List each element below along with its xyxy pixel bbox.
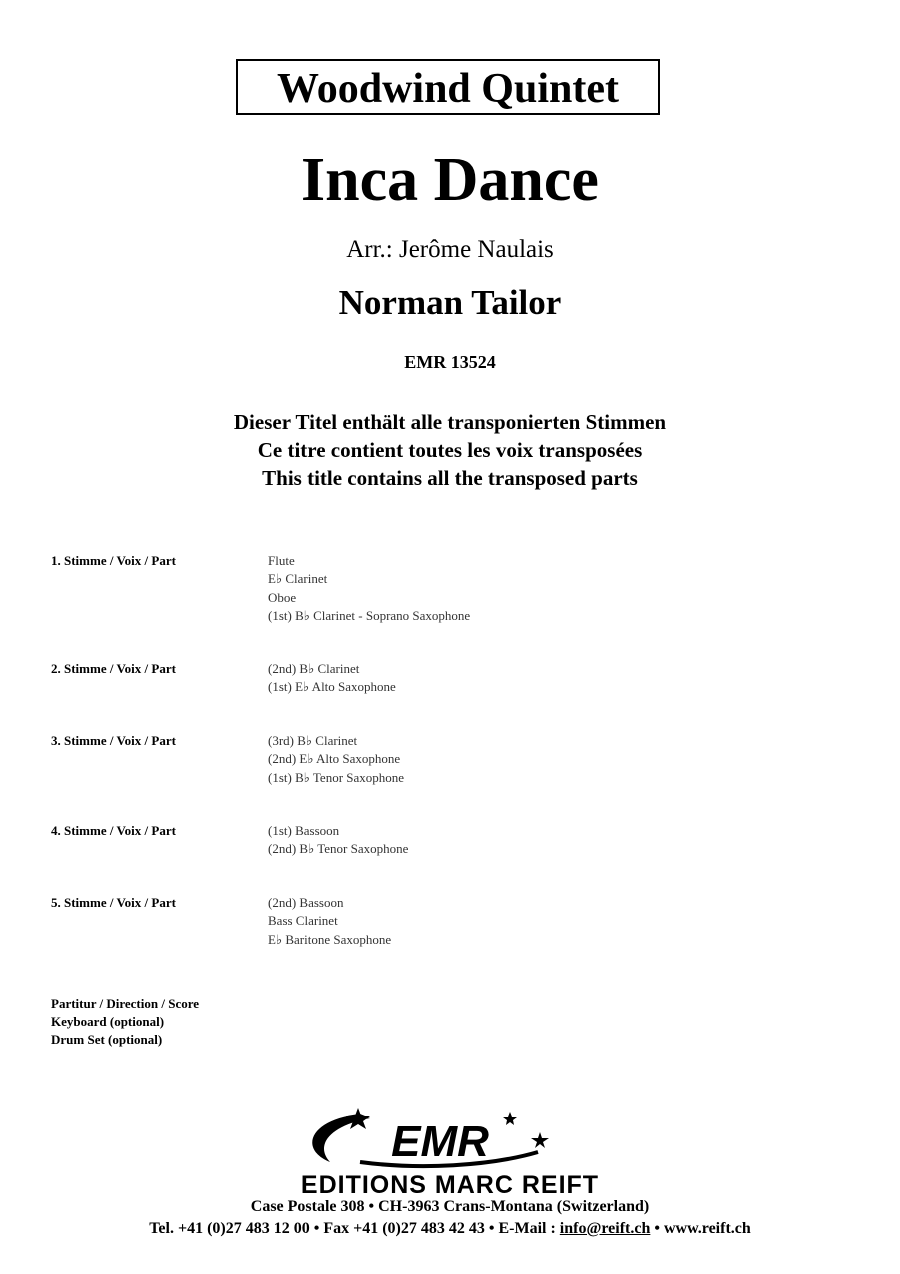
email-link[interactable]: info@reift.ch — [559, 1220, 651, 1237]
publisher-address: Case Postale 308 • CH-3963 Crans-Montana (Switzerland) — [250, 1198, 650, 1215]
category-box: Woodwind Quintet — [236, 59, 660, 115]
part-instruments — [268, 822, 768, 859]
instrument-item: Bass Clarinet — [268, 913, 338, 929]
instrument-item: (2nd) E♭ Alto Saxophone — [268, 751, 401, 767]
part-label: 4. Stimme / Voix / Part — [51, 823, 176, 838]
instrument-item: (1st) B♭ Clarinet - Soprano Saxophone — [268, 608, 471, 624]
instrument-item: (2nd) B♭ Clarinet — [268, 661, 360, 676]
logo-text: EMR — [391, 1117, 489, 1166]
extra-score: Partitur / Direction / Score — [51, 996, 200, 1011]
arranger: Arr.: Jerôme Naulais — [346, 236, 554, 263]
catalog-number: EMR 13524 — [404, 352, 496, 372]
part-instruments — [268, 894, 768, 949]
instrument-item: (1st) Bassoon — [268, 823, 340, 838]
part-label: 5. Stimme / Voix / Part — [51, 895, 176, 910]
instrument-item: (2nd) Bassoon — [268, 895, 344, 910]
instrument-item: Oboe — [268, 589, 297, 605]
notice-english: This title contains all the transposed parts — [262, 466, 638, 490]
part-label: 3. Stimme / Voix / Part — [51, 733, 176, 748]
notice-german: Dieser Titel enthält alle transponierten Stimmen — [233, 410, 667, 434]
instrument-item: E♭ Clarinet — [268, 571, 328, 587]
emr-logo-icon — [300, 1104, 560, 1174]
extras-list — [51, 995, 351, 1049]
part-instruments — [268, 732, 768, 787]
part-instruments — [268, 552, 768, 626]
website-text: • www.reift.ch — [650, 1220, 751, 1237]
instrument-item: (2nd) B♭ Tenor Saxophone — [268, 841, 409, 857]
notice-french: Ce titre contient toutes les voix transposées — [257, 438, 643, 462]
extra-drum-set: Drum Set (optional) — [51, 1032, 163, 1047]
extra-keyboard: Keyboard (optional) — [51, 1014, 165, 1029]
piece-title: Inca Dance — [301, 146, 599, 214]
part-label: 2. Stimme / Voix / Part — [51, 661, 176, 676]
publisher-name: EDITIONS MARC REIFT — [300, 1171, 600, 1199]
instrument-item: (1st) E♭ Alto Saxophone — [268, 679, 396, 695]
part-label: 1. Stimme / Voix / Part — [51, 553, 176, 568]
part-instruments — [268, 660, 768, 697]
contact-line — [0, 1219, 900, 1239]
instrument-item: E♭ Baritone Saxophone — [268, 931, 392, 947]
instrument-item: Flute — [268, 553, 295, 568]
instrument-item: (3rd) B♭ Clarinet — [268, 733, 358, 748]
composer: Norman Tailor — [338, 283, 562, 322]
contact-phone-fax: Tel. +41 (0)27 483 12 00 • Fax +41 (0)27 483 42 43 • E-Mail : — [149, 1220, 560, 1237]
transposition-notice — [0, 408, 900, 492]
instrument-item: (1st) B♭ Tenor Saxophone — [268, 769, 405, 785]
